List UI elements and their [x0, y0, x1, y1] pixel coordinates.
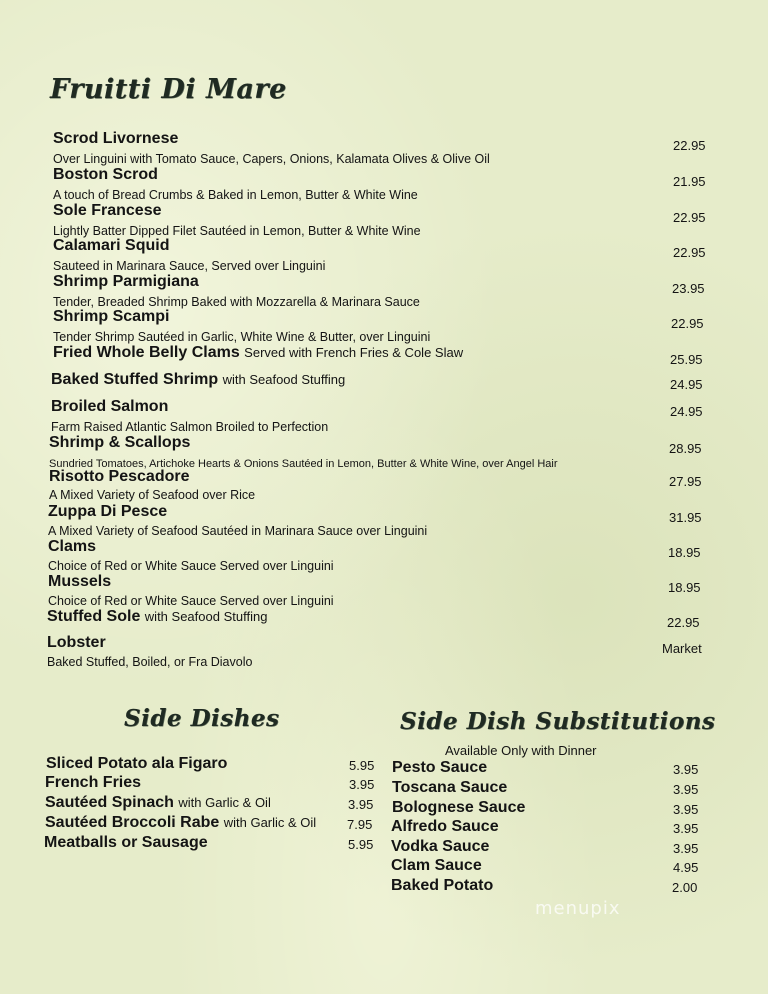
- side-dish-name: Sliced Potato ala Figaro: [46, 755, 228, 772]
- item-price: 28.95: [669, 441, 702, 456]
- watermark: menupix: [535, 898, 621, 919]
- side-dish-name: French Fries: [45, 774, 142, 791]
- item-name: Risotto Pescadore: [49, 468, 190, 485]
- item-price: 27.95: [669, 474, 702, 489]
- item-description: Baked Stuffed, Boiled, or Fra Diavolo: [47, 655, 253, 669]
- item-price: 31.95: [669, 510, 702, 525]
- item-description: A touch of Bread Crumbs & Baked in Lemon, Butter & White Wine: [53, 188, 418, 202]
- side-dish-price: 3.95: [349, 777, 375, 792]
- side-dish-name: Meatballs or Sausage: [44, 834, 208, 851]
- item-name: Shrimp Scampi: [53, 308, 170, 325]
- substitution-price: 3.95: [673, 762, 699, 777]
- substitution-price: 3.95: [673, 782, 699, 797]
- item-price: 24.95: [670, 377, 703, 392]
- item-inline-note: Served with French Fries & Cole Slaw: [244, 345, 464, 360]
- item-description: Choice of Red or White Sauce Served over Linguini: [48, 594, 334, 608]
- item-name: Clams: [48, 538, 97, 555]
- substitution-item: [391, 857, 482, 875]
- side-dishes-section-title: Side Dishes: [124, 705, 280, 732]
- side-dish-inline-note: with Garlic & Oil: [223, 815, 317, 830]
- item-name: Shrimp Parmigiana: [53, 273, 199, 290]
- item-name: Stuffed Sole with Seafood Stuffing: [47, 608, 268, 625]
- item-description: Lightly Batter Dipped Filet Sautéed in Lemon, Butter & White Wine: [53, 224, 421, 238]
- substitution-item: [392, 799, 525, 817]
- item-name: Scrod Livornese: [53, 130, 179, 147]
- side-dish-price: 7.95: [347, 817, 373, 832]
- substitution-item: [391, 838, 489, 856]
- item-name: Shrimp & Scallops: [49, 434, 191, 451]
- substitution-item: [391, 818, 499, 836]
- side-dish-item: [45, 774, 141, 792]
- item-price: 25.95: [670, 352, 703, 367]
- item-name: Boston Scrod: [53, 166, 158, 183]
- item-price: 21.95: [673, 174, 706, 189]
- item-price: 22.95: [671, 316, 704, 331]
- substitution-name: Toscana Sauce: [392, 779, 508, 796]
- item-name: Fried Whole Belly Clams Served with French Fries & Cole Slaw: [53, 344, 464, 361]
- side-dish-price: 5.95: [348, 837, 374, 852]
- item-description: A Mixed Variety of Seafood over Rice: [49, 488, 256, 502]
- item-price: 22.95: [673, 210, 706, 225]
- substitution-price: 3.95: [673, 841, 699, 856]
- side-dish-item: [46, 755, 227, 773]
- item-price: 23.95: [672, 281, 705, 296]
- item-inline-note: with Seafood Stuffing: [144, 609, 268, 624]
- substitution-name: Bolognese Sauce: [392, 799, 526, 816]
- item-description: Sundried Tomatoes, Artichoke Hearts & Onions Sautéed in Lemon, Butter & White Wine, over Angel Hair: [49, 458, 558, 470]
- item-name: Mussels: [48, 573, 112, 590]
- seafood-section-title: Fruitti Di Mare: [50, 74, 287, 105]
- substitution-item: [391, 877, 493, 895]
- substitutions-section-title: Side Dish Substitutions: [400, 708, 716, 735]
- side-dish-inline-note: with Garlic & Oil: [178, 795, 271, 810]
- substitution-name: Pesto Sauce: [392, 759, 488, 776]
- substitution-price: 2.00: [672, 880, 698, 895]
- substitution-item: [392, 779, 507, 797]
- item-price: 22.95: [667, 615, 700, 630]
- substitution-name: Alfredo Sauce: [391, 818, 499, 835]
- item-description: Tender Shrimp Sautéed in Garlic, White Wine & Butter, over Linguini: [53, 330, 431, 344]
- item-description: Choice of Red or White Sauce Served over Linguini: [48, 559, 334, 573]
- item-name: Broiled Salmon: [51, 398, 169, 415]
- substitution-name: Vodka Sauce: [391, 838, 490, 855]
- side-dish-price: 5.95: [349, 758, 375, 773]
- item-description: A Mixed Variety of Seafood Sautéed in Marinara Sauce over Linguini: [48, 524, 428, 538]
- substitution-price: 3.95: [673, 802, 699, 817]
- item-inline-note: with Seafood Stuffing: [222, 372, 346, 387]
- item-price: 24.95: [670, 404, 703, 419]
- item-price: 18.95: [668, 580, 701, 595]
- item-name: Calamari Squid: [53, 237, 170, 254]
- item-name: Baked Stuffed Shrimp with Seafood Stuffing: [51, 371, 346, 388]
- substitution-name: Baked Potato: [391, 877, 494, 894]
- side-dish-price: 3.95: [348, 797, 374, 812]
- item-price: 18.95: [668, 545, 701, 560]
- substitution-name: Clam Sauce: [391, 857, 482, 874]
- substitution-item: [392, 759, 487, 777]
- item-price: 22.95: [673, 138, 706, 153]
- item-description: Tender, Breaded Shrimp Baked with Mozzarella & Marinara Sauce: [53, 295, 420, 309]
- item-price: 22.95: [673, 245, 706, 260]
- side-dish-name: Sautéed Spinach with Garlic & Oil: [45, 794, 271, 811]
- side-dish-item: [44, 834, 208, 852]
- substitution-price: 4.95: [673, 860, 699, 875]
- side-dish-name: Sautéed Broccoli Rabe with Garlic & Oil: [45, 814, 317, 831]
- item-name: Zuppa Di Pesce: [48, 503, 168, 520]
- side-dish-item: [45, 814, 316, 832]
- item-description: Farm Raised Atlantic Salmon Broiled to Perfection: [51, 420, 329, 434]
- item-description: Sauteed in Marinara Sauce, Served over Linguini: [53, 259, 326, 273]
- item-name: Sole Francese: [53, 202, 162, 219]
- item-description: Over Linguini with Tomato Sauce, Capers, Onions, Kalamata Olives & Olive Oil: [53, 152, 490, 166]
- substitutions-note: Available Only with Dinner: [445, 743, 597, 758]
- item-price: Market: [662, 641, 702, 656]
- item-name: Lobster: [47, 634, 106, 651]
- substitution-price: 3.95: [673, 821, 699, 836]
- side-dish-item: [45, 794, 271, 812]
